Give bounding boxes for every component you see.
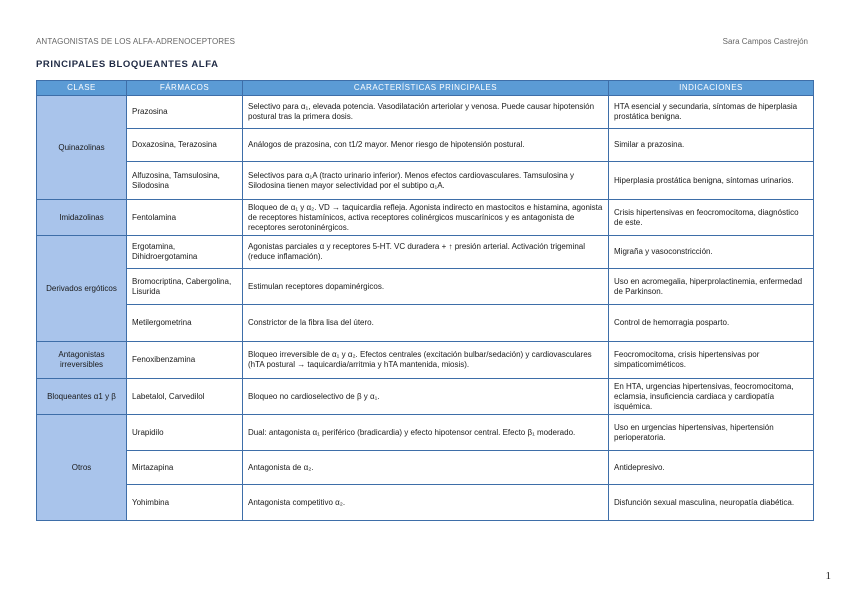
indications-cell: Crisis hipertensivas en feocromocitoma, diagnóstico de este. xyxy=(609,200,814,236)
column-header-indicaciones: INDICACIONES xyxy=(609,81,814,96)
table-row xyxy=(37,236,814,269)
drug-cell: Doxazosina, Terazosina xyxy=(127,129,243,162)
drug-cell: Mirtazapina xyxy=(127,451,243,485)
drug-cell: Bromocriptina, Cabergolina, Lisurida xyxy=(127,269,243,305)
table-row xyxy=(37,96,814,129)
drug-cell: Metilergometrina xyxy=(127,305,243,342)
features-cell: Constrictor de la fibra lisa del útero. xyxy=(243,305,609,342)
column-header-clase: CLASE xyxy=(37,81,127,96)
features-cell: Bloqueo de α₁ y α₂. VD → taquicardia refleja. Agonista indirecto en mastocitos e histamina, agonista de receptores histamínicos, activa receptores colinérgicos muscarínicos y es antagonista de receptores serotoninérgicos. xyxy=(243,200,609,236)
running-header-author: Sara Campos Castrejón xyxy=(722,37,808,46)
table-row xyxy=(37,451,814,485)
table-row xyxy=(37,415,814,451)
drug-cell: Yohimbina xyxy=(127,485,243,521)
drug-cell: Prazosina xyxy=(127,96,243,129)
page-number: 1 xyxy=(825,570,831,582)
indications-cell: En HTA, urgencias hipertensivas, feocromocitoma, eclamsia, insuficiencia cardiaca y cardiopatía isquémica. xyxy=(609,379,814,415)
table-row xyxy=(37,305,814,342)
drug-cell: Ergotamina, Dihidroergotamina xyxy=(127,236,243,269)
features-cell: Selectivos para α₁A (tracto urinario inferior). Menos efectos cardiovasculares. Tamsulosina y Silodosina tienen mayor selectividad por el subtipo α₁A. xyxy=(243,162,609,200)
indications-cell: Disfunción sexual masculina, neuropatía diabética. xyxy=(609,485,814,521)
section-title: PRINCIPALES BLOQUEANTES ALFA xyxy=(36,59,219,70)
drug-cell: Labetalol, Carvedilol xyxy=(127,379,243,415)
table-row xyxy=(37,129,814,162)
alpha-blockers-table xyxy=(36,80,814,521)
features-cell: Análogos de prazosina, con t1/2 mayor. Menor riesgo de hipotensión postural. xyxy=(243,129,609,162)
running-header-title: ANTAGONISTAS DE LOS ALFA-ADRENOCEPTORES xyxy=(36,37,236,46)
indications-cell: Migraña y vasoconstricción. xyxy=(609,236,814,269)
class-cell-quinazolinas: Quinazolinas xyxy=(37,96,127,200)
indications-cell: Feocromocitoma, crisis hipertensivas por simpaticomiméticos. xyxy=(609,342,814,379)
drug-cell: Alfuzosina, Tamsulosina, Silodosina xyxy=(127,162,243,200)
class-cell-antagonistas-irreversibles: Antagonistas irreversibles xyxy=(37,342,127,379)
indications-cell: Uso en urgencias hipertensivas, hipertensión perioperatoria. xyxy=(609,415,814,451)
column-header-caracteristicas: CARACTERÍSTICAS PRINCIPALES xyxy=(243,81,609,96)
indications-cell: HTA esencial y secundaria, síntomas de hiperplasia prostática benigna. xyxy=(609,96,814,129)
features-cell: Selectivo para α₁, elevada potencia. Vasodilatación arteriolar y venosa. Puede causar hipotensión postural tras la primera dosis. xyxy=(243,96,609,129)
features-cell: Estimulan receptores dopaminérgicos. xyxy=(243,269,609,305)
indications-cell: Antidepresivo. xyxy=(609,451,814,485)
features-cell: Antagonista de α₂. xyxy=(243,451,609,485)
features-cell: Antagonista competitivo α₂. xyxy=(243,485,609,521)
table-row xyxy=(37,342,814,379)
indications-cell: Control de hemorragia posparto. xyxy=(609,305,814,342)
drug-cell: Fentolamina xyxy=(127,200,243,236)
drug-cell: Urapidilo xyxy=(127,415,243,451)
table-row xyxy=(37,269,814,305)
indications-cell: Hiperplasia prostática benigna, síntomas urinarios. xyxy=(609,162,814,200)
table-row xyxy=(37,485,814,521)
indications-cell: Uso en acromegalia, hiperprolactinemia, enfermedad de Parkinson. xyxy=(609,269,814,305)
class-cell-imidazolinas: Imidazolinas xyxy=(37,200,127,236)
class-cell-otros: Otros xyxy=(37,415,127,521)
class-cell-derivados-ergoticos: Derivados ergóticos xyxy=(37,236,127,342)
features-cell: Bloqueo no cardioselectivo de β y α₁. xyxy=(243,379,609,415)
features-cell: Bloqueo irreversible de α₁ y α₂. Efectos centrales (excitación bulbar/sedación) y cardiovasculares (hTA postural → taquicardia/arritmia y hTA mantenida, miosis). xyxy=(243,342,609,379)
drug-cell: Fenoxibenzamina xyxy=(127,342,243,379)
table-row xyxy=(37,200,814,236)
column-header-farmacos: FÁRMACOS xyxy=(127,81,243,96)
class-cell-bloqueantes-alfa1-beta: Bloqueantes α1 y β xyxy=(37,379,127,415)
table-header-row xyxy=(37,81,814,96)
features-cell: Dual: antagonista α₁ periférico (bradicardia) y efecto hipotensor central. Efecto β₁ moderado. xyxy=(243,415,609,451)
features-cell: Agonistas parciales α y receptores 5-HT. VC duradera + ↑ presión arterial. Activación trigeminal (reduce inflamación). xyxy=(243,236,609,269)
table-row xyxy=(37,379,814,415)
table-row xyxy=(37,162,814,200)
indications-cell: Similar a prazosina. xyxy=(609,129,814,162)
